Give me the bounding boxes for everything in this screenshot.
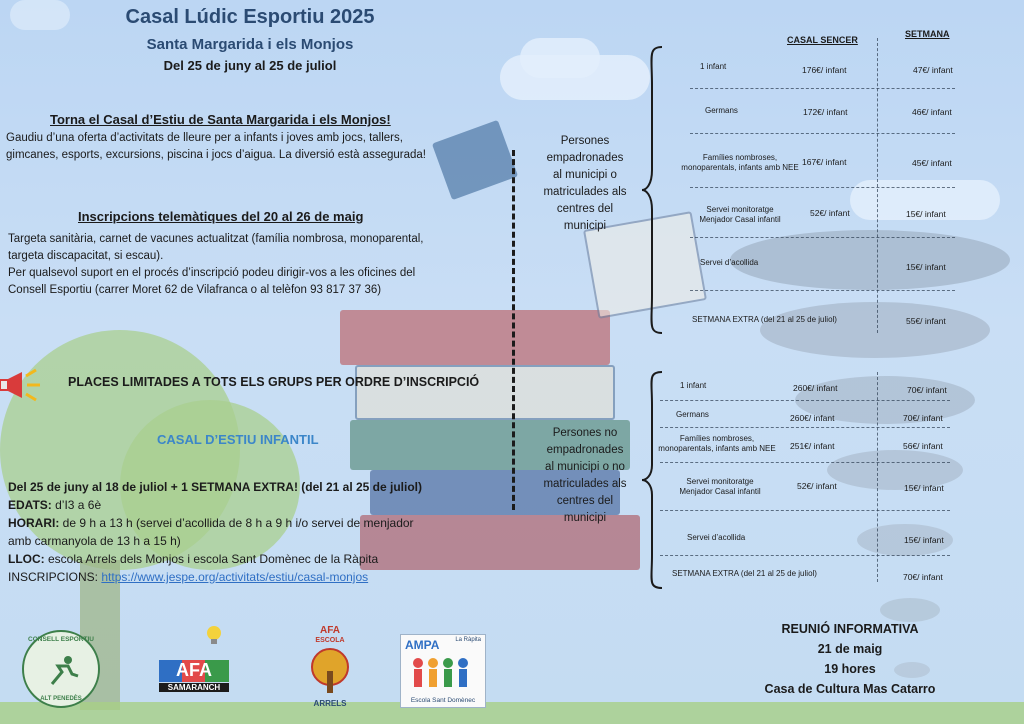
inscripcions-label: INSCRIPCIONS: [8, 570, 99, 584]
group-label-line: al municipi o no [545, 461, 625, 473]
inscriptions-text [8, 231, 478, 299]
table-divider [660, 510, 950, 511]
edats-line [8, 496, 488, 514]
horari-label: HORARI: [8, 516, 60, 530]
reunio-time: 19 hores [824, 662, 876, 676]
group-label-line: municipi [563, 220, 607, 232]
price-setmana: 70€/ infant [907, 385, 947, 395]
inscripcions-link[interactable]: https://www.jespe.org/activitats/estiu/casal-monjos [101, 570, 369, 584]
children-icon [409, 655, 479, 691]
price-row-label [652, 434, 782, 454]
grass-decoration [0, 702, 1024, 724]
table-divider [690, 290, 955, 291]
price-row-label-line: Servei monitoratge [706, 205, 774, 214]
column-header-sencer: CASAL SENCER [787, 35, 858, 45]
edats-label: EDATS: [8, 498, 52, 512]
price-setmana: 15€/ infant [904, 535, 944, 545]
inscriptions-line: Consell Esportiu (carrer Moret 62 de Vilafranca o al telèfon 93 817 37 36) [8, 284, 382, 296]
horari-line-2: amb carmanyola de 13 h a 15 h) [8, 534, 181, 548]
price-row-label-line: Servei monitoratge [686, 477, 754, 486]
table-divider [660, 462, 950, 463]
reunio-place: Casa de Cultura Mas Catarro [764, 682, 936, 696]
price-row-label-line: monoparentals, infants amb NEE [681, 163, 799, 172]
table-divider [690, 187, 955, 188]
table-divider [877, 38, 878, 333]
price-setmana: 70€/ infant [903, 413, 943, 423]
price-sencer: 176€/ infant [802, 65, 847, 75]
table-divider [690, 88, 955, 89]
price-row-label: 1 infant [700, 62, 727, 71]
group-label-line: Persones no [552, 427, 618, 439]
inscriptions-heading: Inscripcions telemàtiques del 20 al 26 de maig [78, 209, 364, 224]
book-decoration [340, 310, 610, 365]
logo-ampa [400, 634, 486, 708]
places-notice: PLACES LIMITADES A TOTS ELS GRUPS PER ORDRE D’INSCRIPCIÓ [68, 375, 480, 389]
logo-afa-escola-text: AFA [320, 625, 340, 636]
group-label-line: municipi [563, 512, 607, 524]
price-row-label: Germans [676, 410, 709, 419]
book-decoration [355, 365, 615, 420]
price-setmana: 15€/ infant [904, 483, 944, 493]
page-title: Casal Lúdic Esportiu 2025 [125, 6, 375, 28]
price-row-label: SETMANA EXTRA (del 21 al 25 de juliol) [672, 569, 817, 578]
price-setmana: 47€/ infant [913, 65, 953, 75]
horari-value: de 9 h a 13 h (servei d’acollida de 8 h a 9 h i/o servei de menjador [59, 516, 414, 530]
page-dates: Del 25 de juny al 25 de juliol [163, 58, 337, 73]
table-divider [660, 427, 950, 428]
price-setmana: 70€/ infant [903, 572, 943, 582]
price-sencer: 260€/ infant [793, 383, 838, 393]
inscriptions-line: targeta discapacitat, si escau). [8, 250, 164, 262]
reunio-title: REUNIÓ INFORMATIVA [781, 622, 919, 636]
lloc-line [8, 550, 488, 568]
price-setmana: 15€/ infant [906, 209, 946, 219]
inscriptions-line: Per qualsevol suport en el procés d’inscripció podeu dirigir-vos a les oficines del [8, 267, 416, 279]
lloc-value: escola Arrels dels Monjos i escola Sant Domènec de la Ràpita [44, 552, 379, 566]
price-setmana: 56€/ infant [903, 441, 943, 451]
price-sencer: 52€/ infant [797, 481, 837, 491]
logo-afa-samaranch-sub: SAMARANCH [159, 683, 229, 692]
table-divider [690, 133, 955, 134]
price-setmana: 45€/ infant [912, 158, 952, 168]
price-setmana: 55€/ infant [906, 316, 946, 326]
group-label-line: al municipi o [553, 169, 617, 181]
price-row-label: Servei d’acollida [687, 533, 746, 542]
group-label-empadronades [525, 133, 645, 235]
price-row-label: SETMANA EXTRA (del 21 al 25 de juliol) [692, 315, 837, 324]
table-divider [877, 372, 878, 582]
group-label-line: matriculades als [543, 186, 627, 198]
table-divider [660, 555, 950, 556]
group-label-line: centres del [556, 203, 614, 215]
logo-afa-samaranch [155, 632, 233, 702]
group-label-line: matriculades als [543, 478, 627, 490]
price-row-label [655, 477, 785, 497]
casal-title: CASAL D’ESTIU INFANTIL [157, 432, 319, 447]
price-sencer: 172€/ infant [803, 107, 848, 117]
intro-text [6, 130, 476, 164]
group-label-line: empadronades [546, 444, 624, 456]
casal-details [8, 478, 488, 586]
price-row-label-line: Menjador Casal infantil [699, 215, 781, 224]
inscripcions-line [8, 568, 488, 586]
page-subtitle: Santa Margarida i els Monjos [146, 36, 354, 53]
brace-group-1 [640, 45, 664, 335]
edats-value: d’I3 a 6è [51, 498, 102, 512]
logo-afa-escola-arrels [300, 625, 360, 713]
price-row-label [680, 205, 800, 225]
price-row-label: Germans [705, 106, 738, 115]
table-divider [690, 237, 955, 238]
group-label-line: empadronades [546, 152, 624, 164]
runner-icon [46, 654, 80, 688]
megaphone-icon [0, 368, 44, 404]
price-sencer: 167€/ infant [802, 157, 847, 167]
reunio-informativa [740, 619, 960, 699]
price-sencer: 251€/ infant [790, 441, 835, 451]
horari-line [8, 514, 488, 532]
table-divider [660, 400, 950, 401]
group-label-line: Persones [560, 135, 610, 147]
price-row-label-line: monoparentals, infants amb NEE [658, 444, 776, 453]
price-row-label-line: Famílies nombroses, [702, 153, 778, 162]
price-row-label [680, 153, 800, 173]
logo-afa-escola-sub2: ARRELS [313, 699, 347, 708]
period-line: Del 25 de juny al 18 de juliol + 1 SETMANA EXTRA! (del 21 al 25 de juliol) [8, 480, 422, 494]
lloc-label: LLOC: [8, 552, 45, 566]
column-header-setmana: SETMANA [905, 29, 950, 39]
logo-consell-esportiu [22, 630, 100, 708]
intro-line: Gaudiu d’una oferta d’activitats de lleure per a infants i joves amb jocs, tallers, [6, 132, 403, 144]
logo-ampa-top: La Ràpita [455, 637, 481, 643]
price-row-label: Servei d’acollida [700, 258, 759, 267]
logo-consell-text: CONSELL ESPORTIU [28, 636, 94, 643]
intro-line: gimcanes, esports, excursions, piscina i jocs d’aigua. La diversió està assegurada! [6, 149, 426, 161]
cloud-decoration [520, 38, 600, 78]
logo-afa-escola-sub: ESCOLA [315, 637, 345, 644]
logo-ampa-sub: Escola Sant Domènec [410, 697, 476, 704]
price-row-label: 1 infant [680, 381, 707, 390]
logo-afa-samaranch-text: AFA [159, 660, 229, 682]
price-sencer: 260€/ infant [790, 413, 835, 423]
divider-line [512, 150, 515, 510]
group-label-no-empadronades [525, 425, 645, 527]
price-setmana: 15€/ infant [906, 262, 946, 272]
inscriptions-line: Targeta sanitària, carnet de vacunes actualitzat (família nombrosa, monoparental, [8, 233, 424, 245]
group-label-line: centres del [556, 495, 614, 507]
logo-consell-bottom: ALT PENEDÈS [40, 696, 82, 702]
price-setmana: 46€/ infant [912, 107, 952, 117]
intro-heading: Torna el Casal d’Estiu de Santa Margarida i els Monjos! [50, 112, 391, 127]
logo-ampa-text: AMPA [405, 638, 440, 652]
price-sencer: 52€/ infant [810, 208, 850, 218]
reunio-date: 21 de maig [817, 642, 883, 656]
price-row-label-line: Menjador Casal infantil [679, 487, 761, 496]
lightbulb-icon [203, 624, 225, 648]
price-row-label-line: Famílies nombroses, [679, 434, 755, 443]
tree-logo-icon [306, 647, 354, 697]
